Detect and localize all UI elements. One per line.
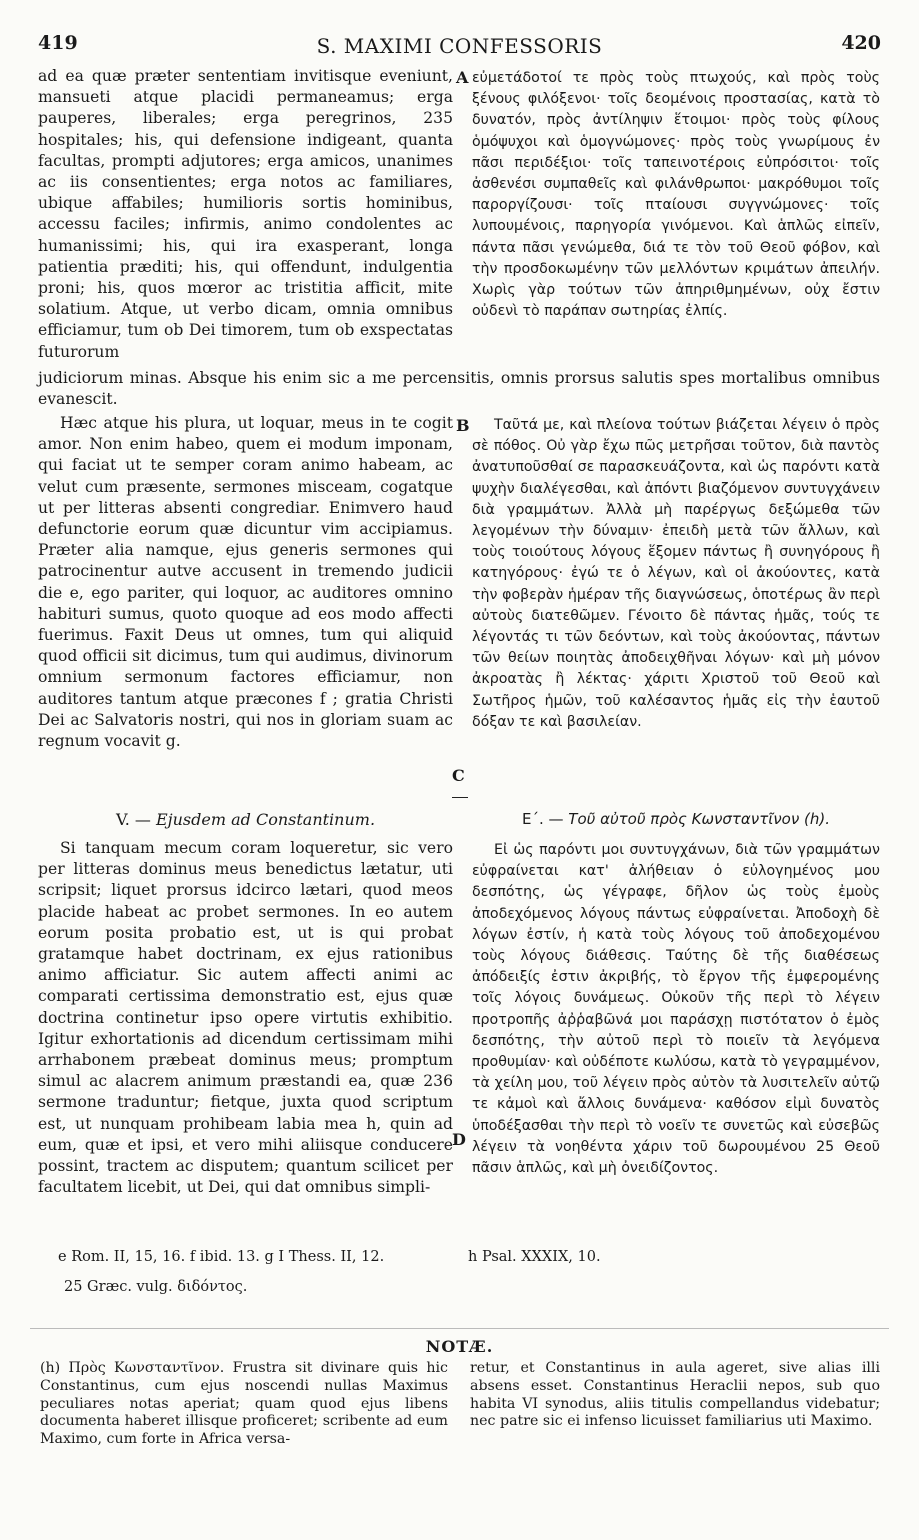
greek-paragraph: εὐμετάδοτοί τε πρὸς τοὺς πτωχούς, καὶ πρὸς τοὺς ξένους φιλόξενοι· τοῖς δεομένοις προστασίας, κατὰ τὸ δυνατόν, πρὸς ἀντίληψιν ἕτοιμοι· πρὸς τοὺς φίλους ὁμόψυχοι καὶ ὁμογνώμονες· πρὸς τοὺς γνωρίμους ἐν πᾶσι περιδέξιοι· τοῖς ταπεινοτέροις εὐπρόσιτοι· τοῖς ἀσθενέσι συμπαθεῖς καὶ φιλάνθρωποι· μακρόθυμοι τοῖς παροργίζουσι· τοῖς πταίουσι συγγνώμονες· τοῖς λυπουμένοις, παρηγορία γινόμενοι. Καὶ ἁπλῶς εἰπεῖν, πάντα πᾶσι γενώμεθα, διά τε τὸν τοῦ Θεοῦ φόβον, καὶ τὴν προσδοκωμένην τῶν μελλόντων κριμάτων ἀπειλήν. Χωρὶς γὰρ τούτων τῶν ἀπηριθμημένων, οὐχ ἔστιν οὐδενὶ τὸ παράπαν σωτηρίας ἐλπίς. xyxy=(472,70,880,320)
footnote-refs-left: e Rom. II, 15, 16. f ibid. 13. g I Thess. II, 12. xyxy=(58,1249,385,1265)
greek-section-title xyxy=(472,810,880,828)
margin-mark-d: D xyxy=(452,1130,466,1149)
margin-mark-c: C xyxy=(452,766,465,785)
notes-rule xyxy=(30,1328,889,1329)
full-width-line xyxy=(38,368,880,410)
latin-section-title xyxy=(38,810,453,829)
greek-column-section xyxy=(472,840,880,1179)
greek-section-heading: Τοῦ αὐτοῦ πρὸς Κωνσταντῖνον (h). xyxy=(568,810,830,828)
footnote-variant: 25 Græc. vulg. διδόντος. xyxy=(64,1279,248,1295)
page-number-right: 420 xyxy=(841,32,881,54)
latin-section-heading: Ejusdem ad Constantinum. xyxy=(155,810,376,829)
margin-mark-b: B xyxy=(456,416,470,435)
notae-heading: NOTÆ. xyxy=(425,1337,494,1356)
latin-column-block1 xyxy=(38,66,453,363)
greek-column-block2 xyxy=(472,415,880,733)
greek-section-number: Ε΄. — xyxy=(522,810,569,828)
page-number-left: 419 xyxy=(38,32,78,54)
note-right-column: retur, et Constantinus in aula ageret, sive alias illi absens esset. Constantinus Heraclii nepos, sub quo habita VI synodus, aliis titulis compellandus videbatur; nec patre sic ei infenso licuisset familiarius uti Maximo. xyxy=(470,1360,880,1430)
running-header xyxy=(38,32,881,62)
latin-paragraph: Hæc atque his plura, ut loquar, meus in te cogit amor. Non enim habeo, quem ei modum imponam, qui faciat ut te semper coram animo habeam, ac velut cum præsente, sermones misceam, cogatque ut per litteras absenti congrediar. Enimvero haud defunctorie eorum quæ dicuntur vim accipiamus. Præter alia namque, ejus generis sermones qui patrocinentur autve accusent in tremendo judicii die e, ego pariter, qui loquor, ac auditores omnino habituri sumus, quoto quoque ad eos modo affecti fuerimus. Faxit Deus ut omnes, tum qui aliquid quod officii sit dicimus, tum qui audimus, divinorum omnium sermonum factores efficiamur, non auditores tantum atque præcones f ; gratia Christi Dei ac Salvatoris nostri, qui nos in gloriam suam ac regnum vocavit g. xyxy=(38,414,453,751)
note-left-column: (h) Πρὸς Κωνσταντῖνον. Frustra sit divinare quis hic Constantinus, cum ejus noscendi nullas Maximus peculiares notas aperiat; quam quod ejus libens documenta haberet illisque proficeret; scribente ad eum Maximo, cum forte in Africa versa- xyxy=(40,1360,448,1448)
greek-column-block1 xyxy=(472,68,880,322)
latin-column-section xyxy=(38,838,453,1198)
footnote-refs-right: h Psal. XXXIX, 10. xyxy=(468,1249,601,1265)
full-width-paragraph: judiciorum minas. Absque his enim sic a me percensitis, omnis prorsus salutis spes mortalibus omnibus evanescit. xyxy=(38,369,880,409)
separator-rule xyxy=(452,797,468,798)
latin-column-block2 xyxy=(38,413,453,752)
greek-paragraph: Εἰ ὡς παρόντι μοι συντυγχάνων, διὰ τῶν γραμμάτων εὐφραίνεται κατ' ἀλήθειαν ὁ εὐλογημένος μου δεσπότης, ὡς γέγραφε, δῆλον ὡς τοὺς ἐμοὺς ἀποδεχόμενος λόγους πάντως εὐφραίνεται. Ἀποδοχὴ δὲ λόγων ἐστίν, ἡ κατὰ τοὺς λόγους τοῦ ἀποδεχομένου τοὺς λόγους διάθεσις. Ταύτης δὲ τῆς διαθέσεως ἀπόδειξίς ἐστιν ἀκριβής, τὸ ἔργον τῆς ἐμφερομένης τοῖς λόγοις δυνάμεως. Οὐκοῦν τῆς περὶ τὸ λέγειν προτροπῆς ἀῤῥαβῶνά μοι παράσχῃ πιστότατον ὁ ἐμὸς δεσπότης, τὴν αὐτοῦ περὶ τὸ ποιεῖν τὰ λεγόμενα προθυμίαν· καὶ οὐδέποτε κωλύσω, κατὰ τὸ γεγραμμένον, τὰ χείλη μου, τοῦ λέγειν πρὸς αὐτὸν τὰ λυσιτελεῖν αὐτῷ τε κἀμοὶ καὶ ἄλλοις δυνάμενα· καθόσον εἰμὶ δυνατὸς ὑποδέξασθαι τὴν περὶ τὸ νοεῖν τε συνετῶς καὶ εὐσεβῶς λέγειν τὰ νοηθέντα χάριν τοῦ δωρουμένου 25 Θεοῦ πᾶσιν ἁπλῶς, καὶ μὴ ὀνειδίζοντος. xyxy=(472,842,880,1177)
latin-paragraph: ad ea quæ præter sententiam invitisque eveniunt, mansueti atque placidi permaneamus; erga pauperes, liberales; erga peregrinos, 235 hospitales; his, qui defensione indigeant, quanta facultas, prompti adjutores; erga amicos, unanimes ac iis consentientes; erga notos ac familiares, ubique affabiles; humilioris sortis hominibus, accessu faciles; infirmis, animo condolentes ac humanissimi; his, qui ira exasperant, longa patientia præditi; his, qui offendunt, indulgentia proni; his, quos mœror ac tristitia afficit, mite solatium. Atque, ut verbo dicam, omnia omnibus efficiamur, tum ob Dei timorem, tum ob exspectatas futurorum xyxy=(38,67,453,361)
margin-mark-a: A xyxy=(456,68,469,87)
running-title: S. MAXIMI CONFESSORIS xyxy=(316,34,603,58)
latin-section-number: V. — xyxy=(115,810,156,829)
latin-paragraph: Si tanquam mecum coram loqueretur, sic vero per litteras dominus meus benedictus lætatur, uti scripsit; liquet prorsus idcirco lætari, quod meos placide habeat ac probet sermones. In eo autem eorum posita probatio est, ut is qui probat gratamque habet doctrinam, ex ejus rationibus animo afficiatur. Sic autem affecti animi ac comparati certissima demonstratio est, ejus quæ doctrina continetur ipso opere virtutis exhibitio. Igitur exhortationis ad dicendum certissimam mihi arrhabonem præbeat dominus meus; promptum simul ac alacrem animum præstandi ea, quæ 236 sermone traduntur; fietque, juxta quod scriptum est, ut nunquam prohibeam labia mea h, quin ad eum, quæ et ipsi, et vero mihi aliisque conducere possint, tractem ac disputem; quantum scilicet per facultatem licebit, ut Dei, qui dat omnibus simpli- xyxy=(38,839,453,1197)
greek-paragraph: Ταῦτά με, καὶ πλείονα τούτων βιάζεται λέγειν ὁ πρὸς σὲ πόθος. Οὐ γὰρ ἔχω πῶς μετρῆσαι τοῦτον, διὰ παντὸς ἀνατυποῦσθαί σε παρασκευάζοντα, καὶ ὡς παρόντι κατὰ ψυχὴν διαλέγεσθαι, καὶ ἀπόντι βιαζόμενον συντυγχάνειν διὰ γραμμάτων. Ἀλλὰ μὴ παρέργως δεξώμεθα τῶν λεγομένων τὴν δύναμιν· ἐπειδὴ μετὰ τῶν ἄλλων, καὶ τοὺς τοιούτους λόγους ἕξομεν πάντως ἢ συνηγόρους ἢ κατηγόρους· ἐγώ τε ὁ λέγων, καὶ οἱ ἀκούοντες, κατὰ τὴν φοβερὰν ἡμέραν τῆς διαγνώσεως, ὁποτέρως ἂν περὶ αὐτοὺς διατεθῶμεν. Γένοιτο δὲ πάντας ἡμᾶς, τούς τε λέγοντάς τι τῶν δεόντων, καὶ τοὺς ἀκούοντας, πάντων τῶν θείων ποιητὰς ἀποδειχθῆναι λόγων· καὶ μὴ μόνον ἀκροατὰς ἢ λέκτας· χάριτι Χριστοῦ τοῦ Θεοῦ καὶ Σωτῆρος ἡμῶν, τοῦ καλέσαντος ἡμᾶς εἰς τὴν ἑαυτοῦ δόξαν τε καὶ βασιλείαν. xyxy=(472,417,880,730)
